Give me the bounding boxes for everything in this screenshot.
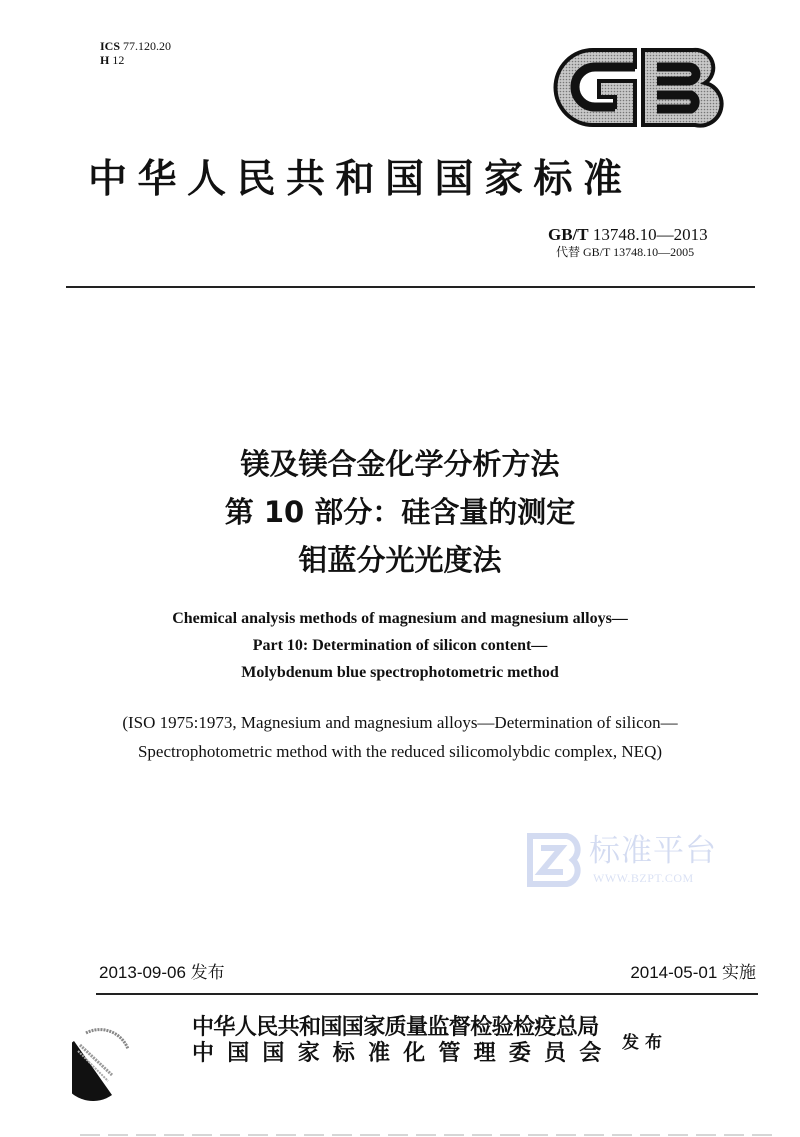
implementation-date: 2014-05-01 实施 xyxy=(630,963,756,982)
issue-date: 2013-09-06 发布 xyxy=(99,963,225,982)
standard-number: GB/T 13748.10—2013 xyxy=(548,225,708,244)
watermark-url: WWW.BZPT.COM xyxy=(593,871,694,885)
watermark-brand: 标准平台 xyxy=(589,833,717,869)
english-title xyxy=(0,605,800,686)
issuer-sac: 中国国家标准化管理委员会 xyxy=(192,1041,615,1066)
ccs-code: H 12 xyxy=(100,53,125,67)
iso-reference-line-1: (ISO 1975:1973, Magnesium and magnesium alloys—Determination of silicon— xyxy=(122,713,678,732)
replaced-standard: 代替 GB/T 13748.10—2005 xyxy=(556,245,695,259)
national-standard-title: 中华人民共和国国家标准 xyxy=(88,156,633,202)
english-title-line-2: Part 10: Determination of silicon content— xyxy=(252,637,548,654)
footer-divider xyxy=(96,993,758,995)
english-title-line-3: Molybdenum blue spectrophotometric method xyxy=(241,664,559,681)
chinese-title-line-1: 镁及镁合金化学分析方法 xyxy=(240,447,560,481)
bzpt-watermark xyxy=(527,832,727,888)
header-divider xyxy=(66,286,755,288)
publish-label: 发布 xyxy=(622,1033,668,1053)
scan-edge xyxy=(80,1134,780,1136)
stamp-seal-icon xyxy=(72,1023,132,1103)
iso-reference xyxy=(0,708,800,766)
english-title-line-1: Chemical analysis methods of magnesium and magnesium alloys— xyxy=(172,610,628,627)
gb-logo-icon xyxy=(553,45,725,130)
chinese-title-line-2: 第 10 部分：硅含量的测定 xyxy=(224,495,576,529)
chinese-title-line-3: 钼蓝分光光度法 xyxy=(298,543,502,577)
bzpt-logo-icon xyxy=(527,832,585,888)
chinese-title xyxy=(0,440,800,584)
issuer-aqsiq: 中华人民共和国国家质量监督检验检疫总局 xyxy=(192,1015,599,1040)
classification-codes xyxy=(100,39,171,67)
ics-code: ICS 77.120.20 xyxy=(100,39,172,53)
iso-reference-line-2: Spectrophotometric method with the reduced silicomolybdic complex, NEQ) xyxy=(137,742,663,761)
